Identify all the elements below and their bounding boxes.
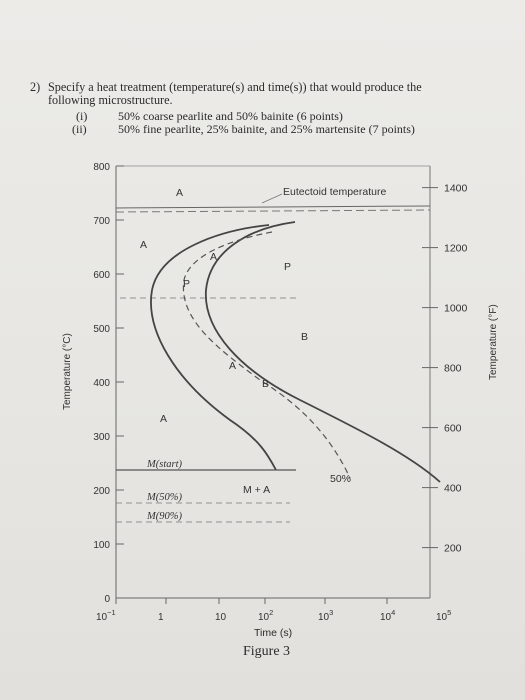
label-fifty-percent: 50% (330, 473, 352, 485)
y-axis-left-title: Temperature (°C) (62, 333, 73, 410)
x-tick-label: 10 (215, 612, 227, 623)
left-y-tick-label: 700 (93, 216, 110, 227)
chart-frame (116, 166, 430, 598)
left-y-tick-label: 400 (93, 378, 110, 389)
left-y-tick-label: 0 (104, 594, 110, 605)
right-y-tick-label: 800 (444, 362, 462, 375)
right-y-tick-label: 1200 (444, 242, 468, 255)
x-axis-title: Time (s) (254, 627, 293, 639)
x-tick-label: 1 (158, 612, 164, 623)
curve-finish (206, 222, 440, 482)
right-y-tick-label: 400 (444, 482, 462, 495)
label-m-start: M(start) (147, 459, 182, 470)
question-number: 2) (30, 80, 41, 94)
x-tick-exponent: 4 (391, 608, 396, 617)
left-y-tick-label: 300 (93, 432, 110, 443)
left-y-tick-label: 200 (93, 486, 110, 497)
eutectoid-line (116, 206, 430, 208)
x-tick-label: $10^2$ (258, 608, 274, 623)
label-m-plus-a: M + A (243, 484, 271, 496)
x-tick-labels (96, 598, 451, 623)
label-p-small: P (183, 278, 191, 290)
label-b-small: B (262, 378, 270, 390)
x-tick-label: $10^3$ (318, 608, 334, 623)
label-a-top: A (176, 187, 184, 199)
eutectoid-leader (262, 194, 282, 203)
left-y-tick-label: 800 (93, 162, 110, 173)
label-p: P (284, 261, 292, 273)
subquestion-i-text: 50% coarse pearlite and 50% bainite (6 points) (118, 109, 343, 123)
label-a-left: A (140, 239, 148, 251)
right-y-tick-label: 600 (444, 422, 462, 435)
subquestion-i-label: (i) (76, 109, 88, 123)
label-b: B (301, 331, 309, 343)
x-tick-label: $10^4$ (380, 608, 396, 623)
x-tick-exponent: −1 (107, 608, 116, 617)
eutectoid-dash-line (116, 210, 430, 212)
subquestion-ii-label: (ii) (72, 122, 87, 136)
label-a-low: A (160, 413, 168, 425)
question-text-line1: Specify a heat treatment (temperature(s) and time(s)) that would produce the (48, 80, 422, 94)
left-y-ticks (116, 166, 124, 598)
label-a-lower-small: A (229, 360, 237, 372)
right-y-tick-label: 200 (444, 542, 462, 555)
label-m-ninety: M(90%) (147, 511, 182, 522)
x-tick-exponent: 3 (329, 608, 334, 617)
left-y-tick-label: 100 (93, 540, 110, 551)
label-m-fifty: M(50%) (147, 492, 182, 503)
x-tick-label: $10^5$ (436, 608, 452, 623)
figure-caption: Figure 3 (243, 644, 291, 659)
subquestion-ii-text: 50% fine pearlite, 25% bainite, and 25% martensite (7 points) (118, 122, 415, 136)
right-y-tick-labels (444, 183, 468, 555)
left-y-tick-labels (93, 162, 110, 605)
left-y-tick-label: 500 (93, 324, 110, 335)
x-tick-exponent: 2 (269, 608, 274, 617)
left-y-tick-label: 600 (93, 270, 110, 281)
right-y-tick-label: 1000 (444, 302, 468, 315)
question-text-line2: following microstructure. (48, 93, 173, 107)
eutectoid-label: Eutectoid temperature (283, 186, 387, 198)
x-tick-label: $10^{-1}$ (96, 608, 116, 623)
label-a-upper-small: A (210, 251, 218, 263)
x-tick-exponent: 5 (447, 608, 452, 617)
right-y-tick-label: 1400 (444, 182, 468, 195)
curve-fifty (183, 232, 350, 478)
y-axis-right-title: Temperature (°F) (488, 304, 499, 380)
